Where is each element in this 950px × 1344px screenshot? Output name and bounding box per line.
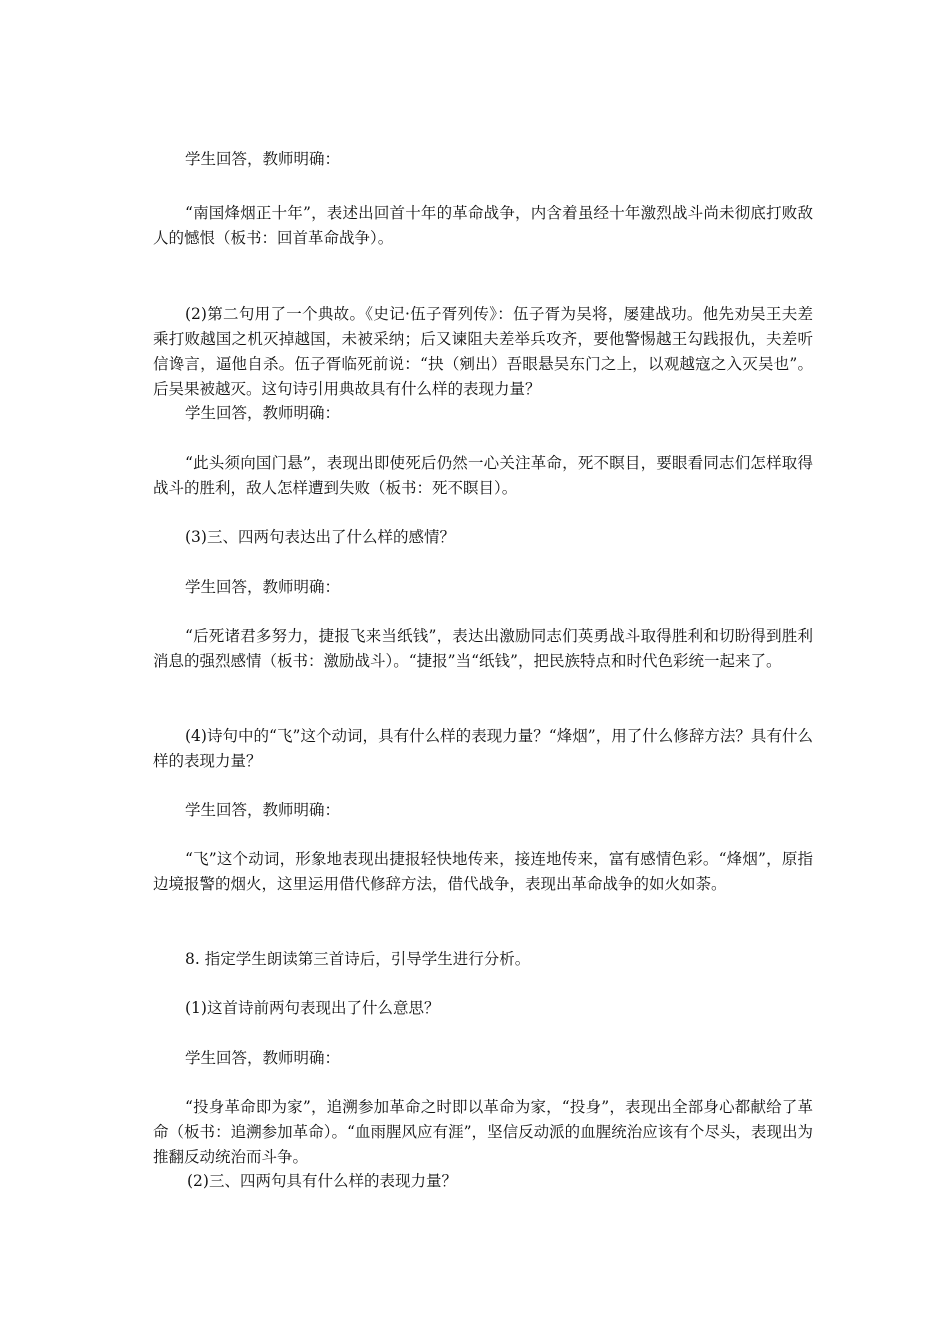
paragraph-lines-three-four-analysis: “后死诸君多努力，捷报飞来当纸钱”，表达出激励同志们英勇战斗取得胜利和切盼得到胜利消息的强烈感情（板书：激励战斗）。“捷报”当“纸钱”，把民族特点和时代色彩统一起来了。: [153, 627, 813, 670]
paragraph-question-3: (3)三、四两句表达出了什么样的感情？: [185, 528, 455, 546]
paragraph-line-one-analysis: “南国烽烟正十年”，表述出回首十年的革命战争，内含着虽经十年激烈战斗尚未彻底打败敌人的憾恨（板书：回首革命战争）。: [153, 204, 813, 247]
paragraph-fly-analysis: “飞”这个动词，形象地表现出捷报轻快地传来，接连地传来，富有感情色彩。“烽烟”，原指边境报警的烟火，这里运用借代修辞方法，借代战争，表现出革命战争的如火如荼。: [153, 850, 813, 893]
paragraph-question-2-allusion: (2)第二句用了一个典故。《史记·伍子胥列传》：伍子胥为吴将，屡建战功。他先劝吴王夫差乘打败越国之机灭掉越国，未被采纳；后又谏阻夫差举兵攻齐，要他警惕越王勾践报仇，夫差听信谗言，逼他自杀。伍子胥临死前说：“抉（剜出）吾眼悬吴东门之上，以观越寇之入灭吴也”。后吴果被越灭。这句诗引用典故具有什么样的表现力量？: [153, 305, 813, 398]
paragraph-student-answer-5: 学生回答，教师明确：: [185, 1049, 341, 1067]
paragraph-student-answer-3: 学生回答，教师明确：: [185, 578, 341, 596]
paragraph-question-4: (4)诗句中的“飞”这个动词，具有什么样的表现力量？“烽烟”，用了什么修辞方法？具有什么样的表现力量？: [153, 727, 813, 770]
paragraph-step-8: 8. 指定学生朗读第三首诗后，引导学生进行分析。: [185, 950, 531, 968]
paragraph-student-answer-4: 学生回答，教师明确：: [185, 801, 341, 819]
paragraph-student-answer-2: 学生回答，教师明确：: [185, 404, 341, 422]
paragraph-third-poem-question-1: (1)这首诗前两句表现出了什么意思？: [185, 999, 440, 1017]
paragraph-third-poem-analysis: “投身革命即为家”，追溯参加革命之时即以革命为家，“投身”，表现出全部身心都献给了革命（板书：追溯参加革命）。“血雨腥风应有涯”，坚信反动派的血腥统治应该有个尽头，表现出为推翻反动统治而斗争。: [153, 1098, 813, 1166]
paragraph-student-answer-1: 学生回答，教师明确：: [185, 150, 341, 168]
paragraph-third-poem-question-2: (2)三、四两句具有什么样的表现力量？: [187, 1172, 457, 1190]
paragraph-line-two-analysis: “此头须向国门悬”，表现出即使死后仍然一心关注革命，死不瞑目，要眼看同志们怎样取得战斗的胜利，敌人怎样遭到失败（板书：死不瞑目）。: [153, 454, 813, 497]
